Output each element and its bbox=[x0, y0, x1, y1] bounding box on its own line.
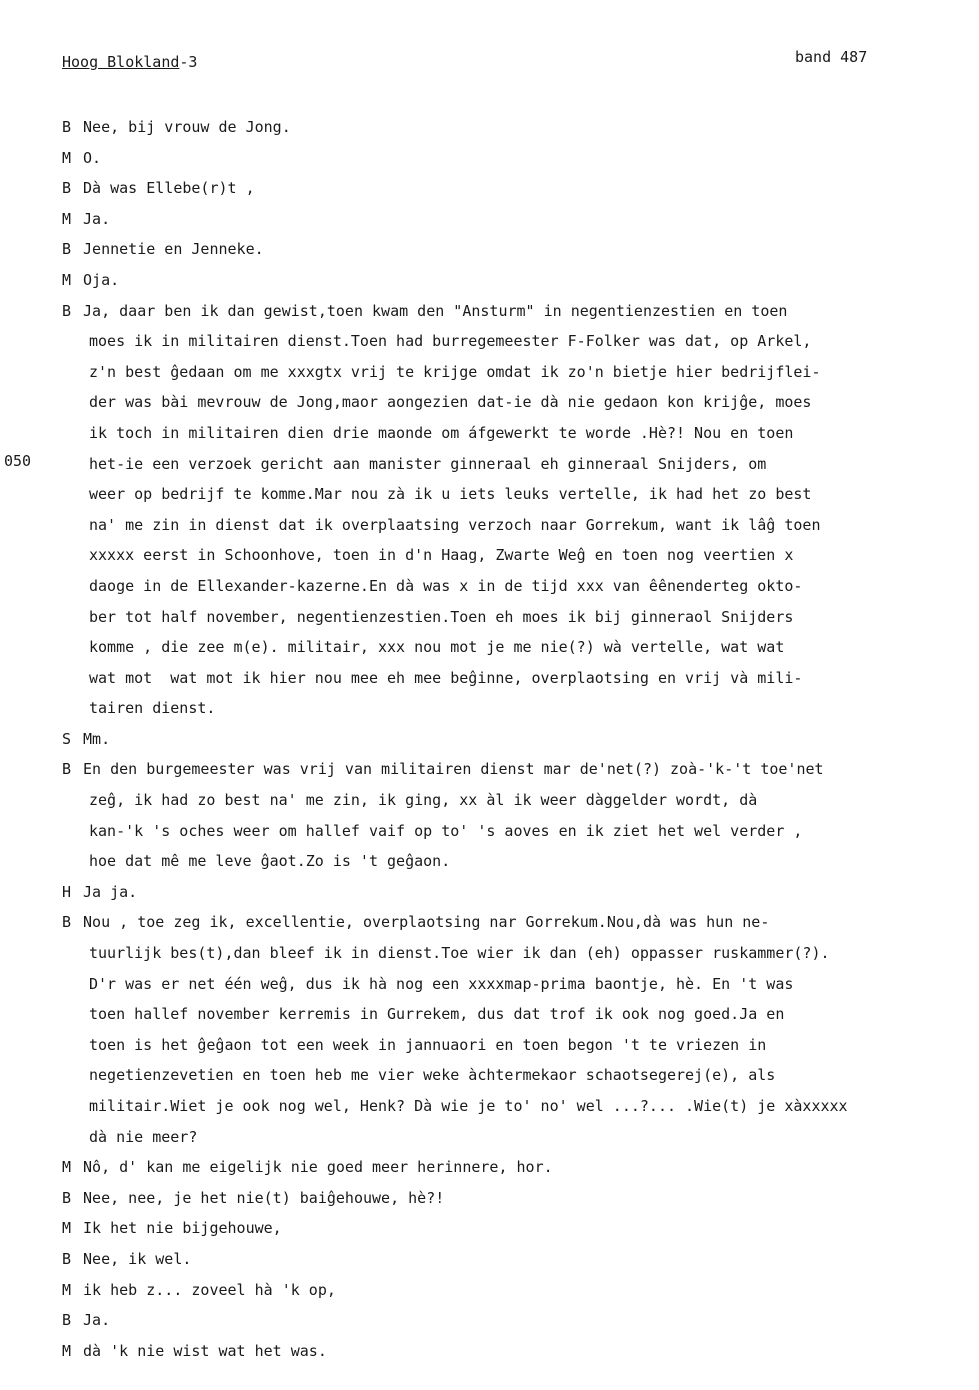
transcript-line bbox=[62, 1340, 962, 1371]
transcript-line bbox=[62, 238, 962, 269]
line-text: dà nie meer? bbox=[89, 1127, 198, 1146]
line-text: Jennetie en Jenneke. bbox=[83, 240, 264, 259]
transcript-line bbox=[62, 453, 962, 484]
transcript-line bbox=[62, 1156, 962, 1187]
transcript-line bbox=[62, 116, 962, 147]
title-suffix: -3 bbox=[179, 53, 198, 71]
line-text: negetienzevetien en toen heb me vier weke àchtermekaor schaotsegerej(e), als bbox=[89, 1066, 776, 1085]
line-text: moes ik in militairen dienst.Toen had burregemeester F-Folker was dat, op Arkel, bbox=[89, 332, 812, 351]
speaker-label: B bbox=[62, 1311, 72, 1330]
line-text: ik toch in militairen dien drie maonde om áfgewerkt te worde .Hè?! Nou en toen bbox=[89, 423, 794, 442]
line-text: Nô, d' kan me eigelijk nie goed meer herinnere, hor. bbox=[83, 1158, 553, 1177]
transcript-line bbox=[62, 1034, 962, 1065]
line-text: tuurlijk bes(t),dan bleef ik in dienst.Toe wier ik dan (eh) oppasser ruskammer(?). bbox=[89, 944, 830, 963]
transcript-line bbox=[62, 330, 962, 361]
speaker-label: B bbox=[62, 240, 72, 259]
transcript-line bbox=[62, 483, 962, 514]
line-text: toen hallef november kerremis in Gurrekem, dus dat trof ik ook nog goed.Ja en bbox=[89, 1005, 785, 1024]
speaker-label: B bbox=[62, 1188, 72, 1207]
speaker-label: B bbox=[62, 913, 72, 932]
line-text: Mm. bbox=[83, 729, 111, 748]
line-text: weer op bedrijf te komme.Mar nou zà ik u iets leuks vertelle, ik had het zo best bbox=[89, 485, 812, 504]
transcript-line bbox=[62, 697, 962, 728]
line-text: O. bbox=[83, 148, 102, 167]
line-text: xxxxx eerst in Schoonhove, toen in d'n Haag, Zwarte Weĝ en toen nog veertien x bbox=[89, 546, 794, 565]
document-title bbox=[62, 53, 197, 71]
transcript-line bbox=[62, 636, 962, 667]
transcript-line bbox=[62, 1279, 962, 1310]
line-text: Ja ja. bbox=[83, 882, 138, 901]
line-text: Nee, ik wel. bbox=[83, 1249, 192, 1268]
margin-number: 050 bbox=[4, 452, 32, 470]
line-text: ik heb z... zoveel hà 'k op, bbox=[83, 1280, 336, 1299]
line-text: tairen dienst. bbox=[89, 699, 216, 718]
speaker-label: B bbox=[62, 760, 72, 779]
transcript-line bbox=[62, 544, 962, 575]
transcript-line bbox=[62, 850, 962, 881]
band-number: band 487 bbox=[795, 48, 868, 66]
transcript-line bbox=[62, 1248, 962, 1279]
line-text: wat mot wat mot ik hier nou mee eh mee beĝinne, overplaotsing en vrij và mili- bbox=[89, 668, 803, 687]
transcript-line bbox=[62, 575, 962, 606]
transcript-line bbox=[62, 758, 962, 789]
line-text: hoe dat mê me leve ĝaot.Zo is 't geĝaon. bbox=[89, 852, 451, 871]
transcript-line bbox=[62, 300, 962, 331]
speaker-label: M bbox=[62, 148, 72, 167]
transcript-line bbox=[62, 881, 962, 912]
line-text: Dà was Ellebe(r)t , bbox=[83, 179, 255, 198]
transcript-line bbox=[62, 361, 962, 392]
line-text: zeĝ, ik had zo best na' me zin, ik ging, xx àl ik weer dàggelder wordt, dà bbox=[89, 791, 758, 810]
line-text: z'n best ĝedaan om me xxxgtx vrij te krijge omdat ik zo'n bietje hier bedrijflei- bbox=[89, 362, 821, 381]
transcript-line bbox=[62, 1095, 962, 1126]
transcript-body bbox=[62, 116, 962, 1370]
transcript-line bbox=[62, 1126, 962, 1157]
speaker-label: M bbox=[62, 1219, 72, 1238]
transcript-line bbox=[62, 973, 962, 1004]
speaker-label: S bbox=[62, 729, 72, 748]
line-text: daoge in de Ellexander-kazerne.En dà was x in de tijd xxx van êênenderteg okto- bbox=[89, 576, 803, 595]
transcript-line bbox=[62, 606, 962, 637]
speaker-label: B bbox=[62, 1249, 72, 1268]
speaker-label: M bbox=[62, 270, 72, 289]
transcript-line bbox=[62, 269, 962, 300]
title-underlined: Hoog Blokland bbox=[62, 53, 180, 71]
speaker-label: M bbox=[62, 1158, 72, 1177]
line-text: der was bài mevrouw de Jong,maor aongezien dat-ie dà nie gedaon kon krijĝe, moes bbox=[89, 393, 812, 412]
transcript-line bbox=[62, 514, 962, 545]
speaker-label: M bbox=[62, 209, 72, 228]
transcript-line bbox=[62, 1003, 962, 1034]
transcript-line bbox=[62, 942, 962, 973]
transcript-line bbox=[62, 147, 962, 178]
transcript-line bbox=[62, 1187, 962, 1218]
line-text: En den burgemeester was vrij van militairen dienst mar de'net(?) zoà-'k-'t toe'net bbox=[83, 760, 824, 779]
speaker-label: B bbox=[62, 179, 72, 198]
line-text: Nee, nee, je het nie(t) baiĝehouwe, hè?! bbox=[83, 1188, 445, 1207]
transcript-line bbox=[62, 789, 962, 820]
line-text: komme , die zee m(e). militair, xxx nou mot je me nie(?) wà vertelle, wat wat bbox=[89, 638, 785, 657]
transcript-line bbox=[62, 667, 962, 698]
speaker-label: M bbox=[62, 1280, 72, 1299]
transcript-line bbox=[62, 1217, 962, 1248]
transcript-line bbox=[62, 728, 962, 759]
transcript-line bbox=[62, 391, 962, 422]
line-text: militair.Wiet je ook nog wel, Henk? Dà wie je to' no' wel ...?... .Wie(t) je xàxxxxx bbox=[89, 1097, 848, 1115]
line-text: Ja, daar ben ik dan gewist,toen kwam den "Ansturm" in negentienzestien en toen bbox=[83, 301, 788, 320]
transcript-line bbox=[62, 177, 962, 208]
line-text: na' me zin in dienst dat ik overplaatsing verzoch naar Gorrekum, want ik lâĝ toen bbox=[89, 515, 821, 534]
line-text: Oja. bbox=[83, 270, 120, 289]
speaker-label: B bbox=[62, 118, 72, 136]
line-text: Ik het nie bijgehouwe, bbox=[83, 1219, 282, 1238]
line-text: Ja. bbox=[83, 209, 111, 228]
line-text: toen is het ĝeĝaon tot een week in jannuaori en toen begon 't te vriezen in bbox=[89, 1035, 767, 1054]
transcript-line bbox=[62, 911, 962, 942]
speaker-label: M bbox=[62, 1341, 72, 1360]
transcript-line bbox=[62, 1309, 962, 1340]
line-text: kan-'k 's oches weer om hallef vaif op to' 's aoves en ik ziet het wel verder , bbox=[89, 821, 803, 840]
transcript-line bbox=[62, 208, 962, 239]
speaker-label: H bbox=[62, 882, 72, 901]
line-text: Ja. bbox=[83, 1311, 111, 1330]
line-text: dà 'k nie wist wat het was. bbox=[83, 1341, 327, 1360]
speaker-label: B bbox=[62, 301, 72, 320]
line-text: Nee, bij vrouw de Jong. bbox=[83, 118, 291, 136]
transcript-line bbox=[62, 422, 962, 453]
line-text: D'r was er net één weĝ, dus ik hà nog een xxxxmap-prima baontje, hè. En 't was bbox=[89, 974, 794, 993]
transcript-line bbox=[62, 820, 962, 851]
line-text: het-ie een verzoek gericht aan manister ginneraal eh ginneraal Snijders, om bbox=[89, 454, 767, 473]
line-text: Nou , toe zeg ik, excellentie, overplaotsing nar Gorrekum.Nou,dà was hun ne- bbox=[83, 913, 770, 932]
transcript-line bbox=[62, 1064, 962, 1095]
line-text: ber tot half november, negentienzestien.Toen eh moes ik bij ginneraol Snijders bbox=[89, 607, 794, 626]
